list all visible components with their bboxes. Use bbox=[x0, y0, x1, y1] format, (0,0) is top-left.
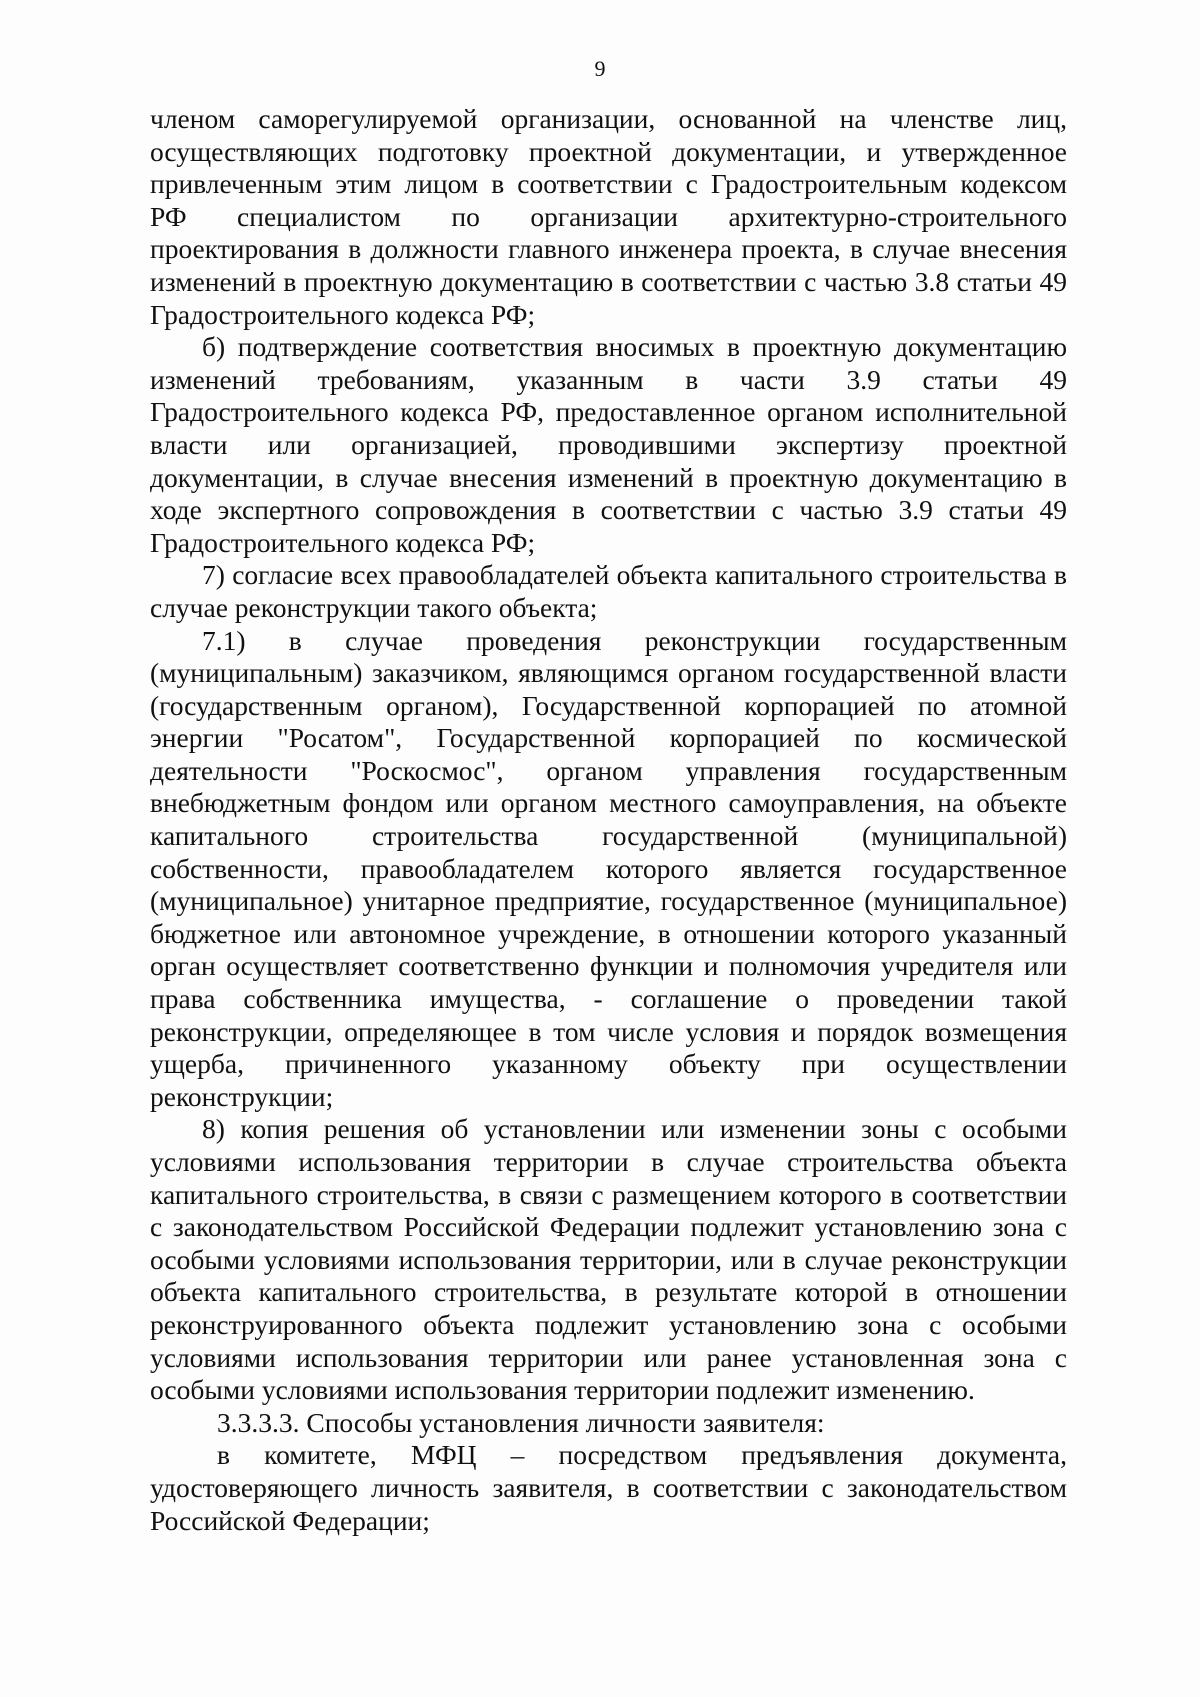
paragraph-item-8: 8) копия решения об установлении или изменении зоны с особыми условиями использования территории в случае строительства объекта капитального строительства, в связи с размещением которого в соответствии с законодательством Российской Федерации подлежит установлению зона с особыми условиями использования территории, или в случае реконструкции объекта капитального строительства, в результате которой в отношении реконструированного объекта подлежит установлению зона с особыми условиями использования территории или ранее установленная зона с особыми условиями использования территории подлежит изменению. bbox=[150, 1113, 1067, 1406]
paragraph-identity-methods: в комитете, МФЦ – посредством предъявления документа, удостоверяющего личность заявителя, в соответствии с законодательством Российской Федерации; bbox=[150, 1439, 1067, 1536]
paragraph-item-b: б) подтверждение соответствия вносимых в проектную документацию изменений требованиям, указанным в части 3.9 статьи 49 Градостроительного кодекса РФ, предоставленное органом исполнительной власти или организацией, проводившими экспертизу проектной документации, в случае внесения изменений в проектную документацию в ходе экспертного сопровождения в соответствии с частью 3.9 статьи 49 Градостроительного кодекса РФ; bbox=[150, 331, 1067, 558]
page-number: 9 bbox=[594, 56, 606, 81]
document-body bbox=[150, 103, 1067, 1537]
section-heading-3-3-3-3: 3.3.3.3. Способы установления личности заявителя: bbox=[217, 1406, 825, 1438]
paragraph-continuation: членом саморегулируемой организации, основанной на членстве лиц, осуществляющих подготовку проектной документации, и утвержденное привлеченным этим лицом в соответствии с Градостроительным кодексом РФ специалистом по организации архитектурно-строительного проектирования в должности главного инженера проекта, в случае внесения изменений в проектную документацию в соответствии с частью 3.8 статьи 49 Градостроительного кодекса РФ; bbox=[150, 103, 1067, 330]
paragraph-item-7: 7) согласие всех правообладателей объекта капитального строительства в случае реконструкции такого объекта; bbox=[150, 559, 1067, 623]
paragraph-item-7-1: 7.1) в случае проведения реконструкции государственным (муниципальным) заказчиком, являющимся органом государственной власти (государственным органом), Государственной корпорацией по атомной энергии "Росатом", Государственной корпорацией по космической деятельности "Роскосмос", органом управления государственным внебюджетным фондом или органом местного самоуправления, на объекте капитального строительства государственной (муниципальной) собственности, правообладателем которого является государственное (муниципальное) унитарное предприятие, государственное (муниципальное) бюджетное или автономное учреждение, в отношении которого указанный орган осуществляет соответственно функции и полномочия учредителя или права собственника имущества, - соглашение о проведении такой реконструкции, определяющее в том числе условия и порядок возмещения ущерба, причиненного указанному объекту при осуществлении реконструкции; bbox=[150, 624, 1067, 1112]
